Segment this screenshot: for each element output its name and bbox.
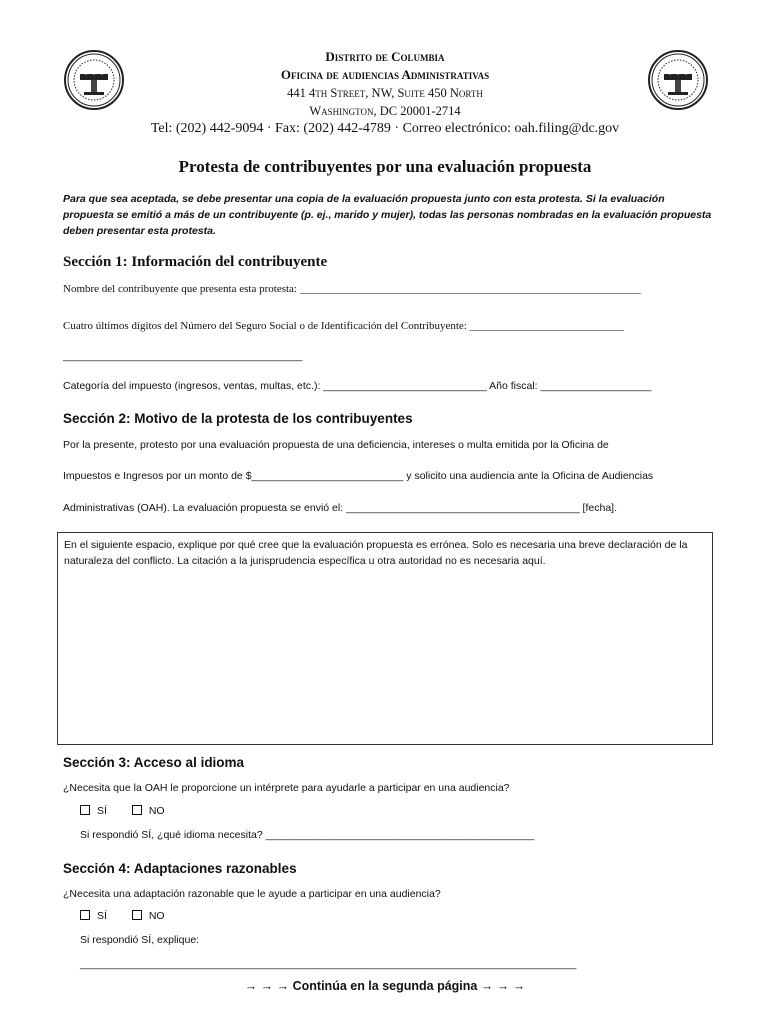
protest-statement-line1: Por la presente, protesto por una evaluación propuesta de una deficiencia, intereses o multa emitida por la Oficina de xyxy=(63,439,609,451)
section3-title: Sección 3: Acceso al idioma xyxy=(63,755,245,770)
accommodation-explain-field[interactable]: _____________________________________________________________________________________ xyxy=(80,958,577,970)
taxpayer-id-field-continued[interactable]: _________________________________________ xyxy=(63,350,303,362)
explanation-instructions: En el siguiente espacio, explique por qué cree que la evaluación propuesta es errónea. Solo es necesaria una breve declaración de la naturaleza del conflicto. La citación a la jurisprudencia específica u otra autoridad no es necesaria aquí. xyxy=(64,539,688,567)
agency-office: Oficina de audiencias Administrativas xyxy=(280,67,490,82)
explanation-textarea[interactable] xyxy=(57,532,713,745)
interpreter-language-field[interactable]: Si respondió SÍ, ¿qué idioma necesita? ______________________________________________ xyxy=(80,829,535,841)
interpreter-yes-checkbox[interactable]: SÍ xyxy=(80,805,107,817)
taxpayer-id-field[interactable]: Cuatro últimos dígitos del Número del Seguro Social o de Identificación del Contribuyente: ____________________________ xyxy=(63,320,624,332)
accommodation-question: ¿Necesita una adaptación razonable que le ayude a participar en una audiencia? xyxy=(63,888,441,900)
interpreter-question: ¿Necesita que la OAH le proporcione un intérprete para ayudarle a participar en una audiencia? xyxy=(63,782,510,794)
agency-district: Distrito de Columbia xyxy=(325,49,445,64)
agency-contact: Tel: (202) 442-9094 · Fax: (202) 442-4789 · Correo electrónico: oah.filing@dc.gov xyxy=(150,121,620,136)
section2-title: Sección 2: Motivo de la protesta de los contribuyentes xyxy=(63,411,413,426)
accommodation-explain-label: Si respondió SÍ, explique: xyxy=(80,934,200,946)
protest-date-field[interactable]: Administrativas (OAH). La evaluación propuesta se envió el: ________________________________________ [fecha]. xyxy=(63,502,617,514)
interpreter-no-checkbox[interactable]: NO xyxy=(132,805,165,817)
section4-title: Sección 4: Adaptaciones razonables xyxy=(63,861,297,876)
accommodation-no-checkbox[interactable]: NO xyxy=(132,910,165,922)
taxpayer-name-field[interactable]: Nombre del contribuyente que presenta esta protesta: ______________________________________________________________ xyxy=(63,283,641,295)
intro-instructions: Para que sea aceptada, se debe presentar una copia de la evaluación propuesta junto con esta protesta. Si la evaluación propuesta se emitió a más de un contribuyente (p. ej., marido y mujer), todas las personas nombradas en la evaluación propuesta deben presentar esta protesta. xyxy=(63,193,712,237)
letterhead xyxy=(80,48,690,138)
accommodation-yes-checkbox[interactable]: SÍ xyxy=(80,910,107,922)
agency-address: 441 4th Street, NW, Suite 450 North xyxy=(287,86,483,100)
section1-title: Sección 1: Información del contribuyente xyxy=(63,254,328,270)
agency-city: Washington, DC 20001-2714 xyxy=(309,104,461,118)
tax-category-field[interactable]: Categoría del impuesto (ingresos, ventas, multas, etc.): ____________________________ Año fiscal: ___________________ xyxy=(63,380,652,392)
continued-next-page-note: → → → Continúa en la segunda página → → → xyxy=(244,979,526,993)
interpreter-options xyxy=(80,805,165,817)
protest-amount-field[interactable]: Impuestos e Ingresos por un monto de $__________________________ y solicito una audiencia ante la Oficina de Audiencias xyxy=(63,470,654,482)
accommodation-options xyxy=(80,910,165,922)
form-title: Protesta de contribuyentes por una evaluación propuesta xyxy=(178,157,592,176)
